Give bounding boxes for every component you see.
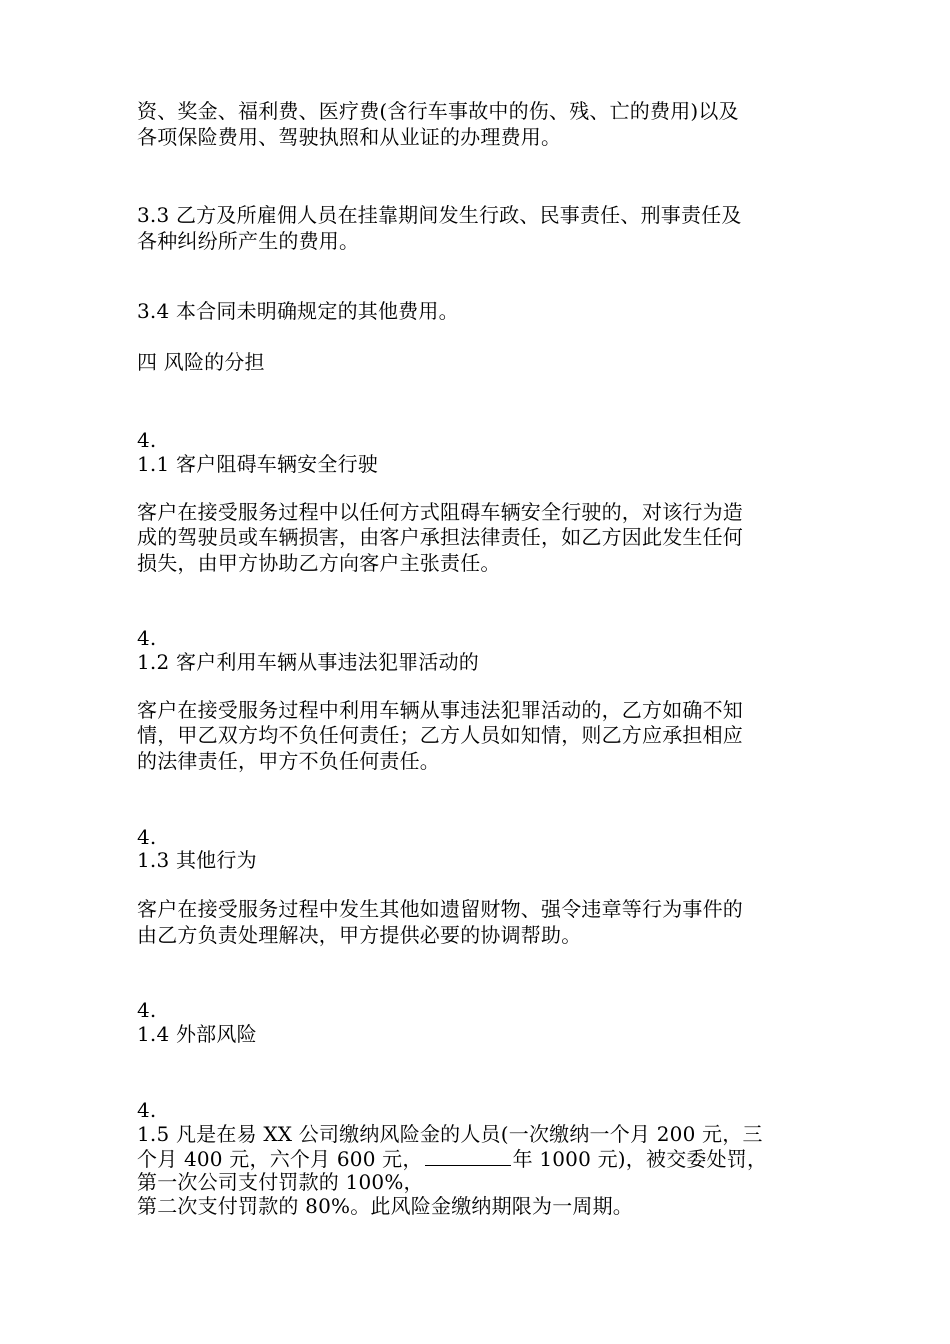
clause-heading: 1.1 客户阻碍车辆安全行驶: [137, 452, 378, 476]
text-line: 各项保险费用、驾驶执照和从业证的办理费用。: [137, 125, 562, 149]
clause-number: 4.: [137, 626, 157, 650]
text-line: 第二次支付罚款的 80%。此风险金缴纳期限为一周期。: [137, 1194, 634, 1218]
text-line: 第一次公司支付罚款的 100%，: [137, 1170, 424, 1194]
text-line: 客户在接受服务过程中发生其他如遗留财物、强令违章等行为事件的: [137, 897, 743, 921]
text-line: 客户在接受服务过程中以任何方式阻碍车辆安全行驶的，对该行为造: [137, 500, 743, 524]
clause-number: 4.: [137, 1098, 157, 1122]
text-line-with-blank: [137, 1147, 767, 1171]
text-line: 损失，由甲方协助乙方向客户主张责任。: [137, 551, 501, 575]
section-heading: 四 风险的分担: [137, 350, 265, 374]
clause-number: 4.: [137, 428, 157, 452]
text-line: 客户在接受服务过程中利用车辆从事违法犯罪活动的，乙方如确不知: [137, 698, 743, 722]
clause-heading: 1.5 凡是在易 XX 公司缴纳风险金的人员(一次缴纳一个月 200 元，三: [137, 1122, 763, 1146]
text-line: 成的驾驶员或车辆损害，由客户承担法律责任，如乙方因此发生任何: [137, 525, 743, 549]
clause-3-4-line: 3.4 本合同未明确规定的其他费用。: [137, 299, 459, 323]
clause-number: 4.: [137, 998, 157, 1022]
text-line: 情，甲乙双方均不负任何责任；乙方人员如知情，则乙方应承担相应: [137, 723, 743, 747]
clause-heading: 1.4 外部风险: [137, 1022, 257, 1046]
blank-line-after: 年 1000 元)，被交委处罚，: [512, 1147, 768, 1171]
clause-3-3-line: 3.3 乙方及所雇佣人员在挂靠期间发生行政、民事责任、刑事责任及: [137, 203, 742, 227]
fill-in-blank: [425, 1147, 511, 1166]
clause-heading: 1.3 其他行为: [137, 848, 257, 872]
blank-line-before: 个月 400 元，六个月 600 元，: [137, 1147, 423, 1171]
clause-heading: 1.2 客户利用车辆从事违法犯罪活动的: [137, 650, 479, 674]
text-line: 各种纠纷所产生的费用。: [137, 229, 360, 253]
clause-number: 4.: [137, 825, 157, 849]
text-line: 的法律责任，甲方不负任何责任。: [137, 749, 440, 773]
text-line: 资、奖金、福利费、医疗费(含行车事故中的伤、残、亡的费用)以及: [137, 99, 739, 123]
text-line: 由乙方负责处理解决，甲方提供必要的协调帮助。: [137, 923, 582, 947]
